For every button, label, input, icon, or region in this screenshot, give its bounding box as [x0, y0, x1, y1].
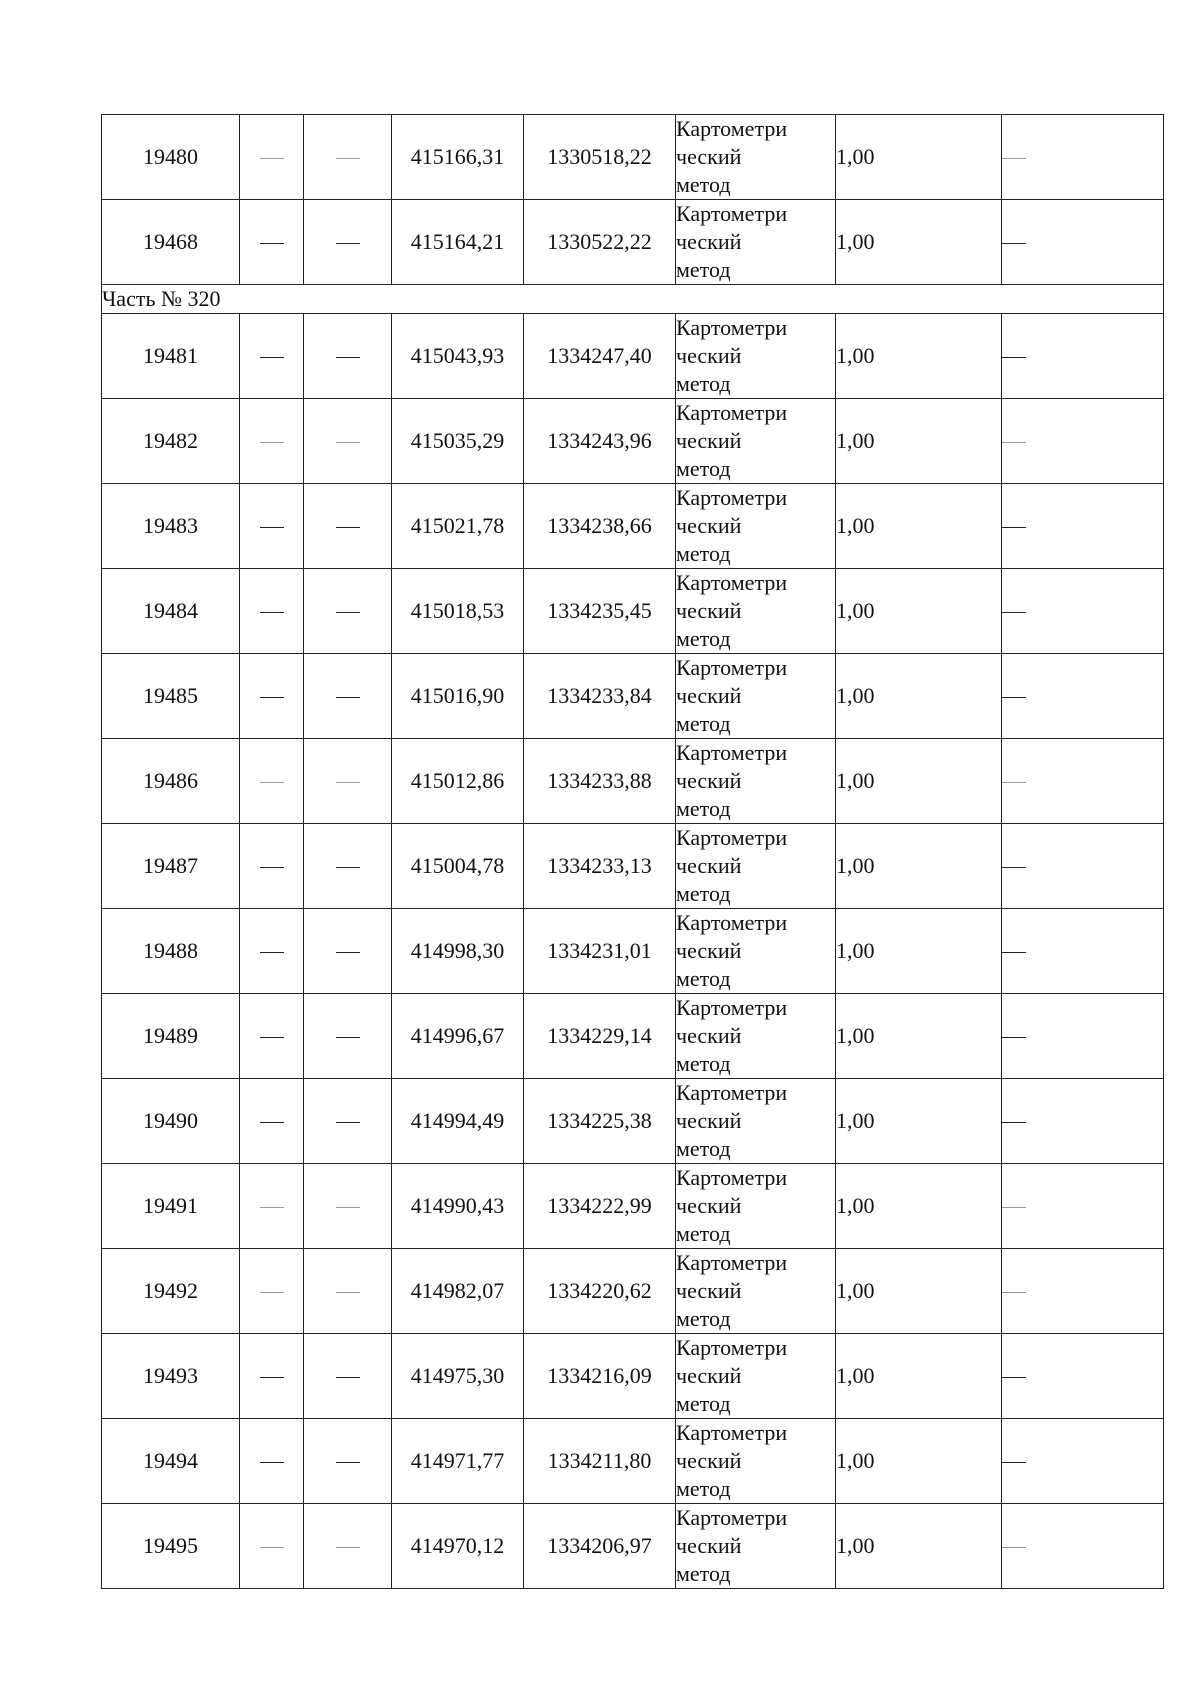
point-number-cell: 19482	[102, 399, 240, 484]
x-coordinate-cell: 414998,30	[392, 909, 524, 994]
empty-cell	[304, 994, 392, 1079]
method-text-line: Картометри	[676, 1165, 788, 1190]
method-text-line: Картометри	[676, 570, 788, 595]
dash-mark	[336, 782, 360, 783]
empty-cell	[1002, 739, 1164, 824]
dash-mark	[260, 243, 284, 244]
dash-mark	[260, 357, 284, 358]
method-text-line: метод	[676, 1306, 731, 1331]
empty-cell	[1002, 314, 1164, 399]
table-body	[102, 115, 1164, 1589]
method-cell	[676, 314, 836, 399]
y-coordinate-cell: 1334238,66	[524, 484, 676, 569]
method-text-line: ческий	[676, 343, 742, 368]
accuracy-cell: 1,00	[836, 1164, 1002, 1249]
empty-cell	[304, 739, 392, 824]
accuracy-cell: 1,00	[836, 1334, 1002, 1419]
table-row	[102, 569, 1164, 654]
empty-cell	[1002, 1334, 1164, 1419]
x-coordinate-cell: 414970,12	[392, 1504, 524, 1589]
y-coordinate-cell: 1334235,45	[524, 569, 676, 654]
method-text-line: Картометри	[676, 1335, 788, 1360]
table-row	[102, 1504, 1164, 1589]
x-coordinate-cell: 415166,31	[392, 115, 524, 200]
method-cell	[676, 1419, 836, 1504]
table-row	[102, 739, 1164, 824]
method-text-line: метод	[676, 172, 731, 197]
dash-mark	[336, 952, 360, 953]
method-cell	[676, 1079, 836, 1164]
accuracy-cell: 1,00	[836, 1079, 1002, 1164]
dash-mark	[1002, 1462, 1026, 1463]
empty-cell	[1002, 654, 1164, 739]
dash-mark	[260, 612, 284, 613]
table-row	[102, 200, 1164, 285]
empty-cell	[240, 994, 304, 1079]
method-text-line: Картометри	[676, 655, 788, 680]
dash-mark	[260, 867, 284, 868]
point-number-cell: 19490	[102, 1079, 240, 1164]
empty-cell	[304, 824, 392, 909]
method-text-line: метод	[676, 711, 731, 736]
empty-cell	[304, 399, 392, 484]
x-coordinate-cell: 415043,93	[392, 314, 524, 399]
x-coordinate-cell: 415018,53	[392, 569, 524, 654]
dash-mark	[1002, 243, 1026, 244]
dash-mark	[336, 158, 360, 159]
dash-mark	[1002, 1292, 1026, 1293]
method-text-line: ческий	[676, 1448, 742, 1473]
empty-cell	[240, 200, 304, 285]
method-cell	[676, 484, 836, 569]
x-coordinate-cell: 414996,67	[392, 994, 524, 1079]
method-text-line: ческий	[676, 768, 742, 793]
method-cell	[676, 1249, 836, 1334]
accuracy-cell: 1,00	[836, 1504, 1002, 1589]
point-number-cell: 19483	[102, 484, 240, 569]
method-text-line: ческий	[676, 1108, 742, 1133]
x-coordinate-cell: 414990,43	[392, 1164, 524, 1249]
empty-cell	[304, 1164, 392, 1249]
dash-mark	[336, 697, 360, 698]
accuracy-cell: 1,00	[836, 200, 1002, 285]
y-coordinate-cell: 1334211,80	[524, 1419, 676, 1504]
method-text-line: Картометри	[676, 315, 788, 340]
table-row	[102, 1419, 1164, 1504]
method-text-line: метод	[676, 456, 731, 481]
method-text-line: метод	[676, 1136, 731, 1161]
method-text-line: Картометри	[676, 910, 788, 935]
empty-cell	[240, 1079, 304, 1164]
method-text-line: Картометри	[676, 400, 788, 425]
method-text-line: ческий	[676, 1193, 742, 1218]
empty-cell	[304, 484, 392, 569]
accuracy-cell: 1,00	[836, 1249, 1002, 1334]
empty-cell	[240, 1334, 304, 1419]
dash-mark	[336, 1122, 360, 1123]
empty-cell	[240, 654, 304, 739]
empty-cell	[1002, 484, 1164, 569]
method-text-line: ческий	[676, 428, 742, 453]
empty-cell	[1002, 399, 1164, 484]
empty-cell	[1002, 1504, 1164, 1589]
empty-cell	[304, 200, 392, 285]
empty-cell	[240, 115, 304, 200]
dash-mark	[1002, 357, 1026, 358]
method-text-line: ческий	[676, 1023, 742, 1048]
method-text-line: Картометри	[676, 201, 788, 226]
method-text-line: Картометри	[676, 116, 788, 141]
empty-cell	[1002, 824, 1164, 909]
accuracy-cell: 1,00	[836, 739, 1002, 824]
empty-cell	[304, 1504, 392, 1589]
y-coordinate-cell: 1334225,38	[524, 1079, 676, 1164]
point-number-cell: 19486	[102, 739, 240, 824]
accuracy-cell: 1,00	[836, 909, 1002, 994]
accuracy-cell: 1,00	[836, 399, 1002, 484]
point-number-cell: 19480	[102, 115, 240, 200]
method-text-line: ческий	[676, 1278, 742, 1303]
method-text-line: Картометри	[676, 1420, 788, 1445]
empty-cell	[304, 1079, 392, 1164]
table-row	[102, 1249, 1164, 1334]
dash-mark	[1002, 867, 1026, 868]
method-text-line: ческий	[676, 853, 742, 878]
dash-mark	[336, 1207, 360, 1208]
empty-cell	[240, 1504, 304, 1589]
empty-cell	[304, 1334, 392, 1419]
method-cell	[676, 399, 836, 484]
point-number-cell: 19492	[102, 1249, 240, 1334]
method-text-line: метод	[676, 1391, 731, 1416]
empty-cell	[1002, 1079, 1164, 1164]
y-coordinate-cell: 1334206,97	[524, 1504, 676, 1589]
method-text-line: метод	[676, 626, 731, 651]
empty-cell	[240, 314, 304, 399]
dash-mark	[260, 952, 284, 953]
dash-mark	[336, 867, 360, 868]
empty-cell	[240, 1419, 304, 1504]
point-number-cell: 19491	[102, 1164, 240, 1249]
empty-cell	[240, 1249, 304, 1334]
method-cell	[676, 739, 836, 824]
empty-cell	[304, 115, 392, 200]
empty-cell	[240, 569, 304, 654]
empty-cell	[240, 484, 304, 569]
method-text-line: метод	[676, 1221, 731, 1246]
empty-cell	[240, 824, 304, 909]
empty-cell	[304, 1249, 392, 1334]
table-row	[102, 1164, 1164, 1249]
empty-cell	[1002, 200, 1164, 285]
table-row	[102, 824, 1164, 909]
dash-mark	[336, 527, 360, 528]
x-coordinate-cell: 414982,07	[392, 1249, 524, 1334]
table-row	[102, 399, 1164, 484]
point-number-cell: 19487	[102, 824, 240, 909]
y-coordinate-cell: 1334231,01	[524, 909, 676, 994]
dash-mark	[336, 243, 360, 244]
dash-mark	[260, 1122, 284, 1123]
table-row	[102, 994, 1164, 1079]
method-text-line: ческий	[676, 513, 742, 538]
x-coordinate-cell: 415035,29	[392, 399, 524, 484]
dash-mark	[260, 527, 284, 528]
point-number-cell: 19495	[102, 1504, 240, 1589]
accuracy-cell: 1,00	[836, 994, 1002, 1079]
empty-cell	[1002, 1164, 1164, 1249]
y-coordinate-cell: 1334243,96	[524, 399, 676, 484]
dash-mark	[336, 442, 360, 443]
dash-mark	[260, 1292, 284, 1293]
y-coordinate-cell: 1334233,13	[524, 824, 676, 909]
method-text-line: Картометри	[676, 1505, 788, 1530]
method-text-line: ческий	[676, 1533, 742, 1558]
accuracy-cell: 1,00	[836, 569, 1002, 654]
dash-mark	[336, 1292, 360, 1293]
dash-mark	[260, 1377, 284, 1378]
empty-cell	[1002, 909, 1164, 994]
table-row	[102, 484, 1164, 569]
empty-cell	[240, 909, 304, 994]
y-coordinate-cell: 1330522,22	[524, 200, 676, 285]
empty-cell	[304, 909, 392, 994]
point-number-cell: 19481	[102, 314, 240, 399]
empty-cell	[1002, 994, 1164, 1079]
method-cell	[676, 994, 836, 1079]
dash-mark	[260, 1462, 284, 1463]
point-number-cell: 19488	[102, 909, 240, 994]
accuracy-cell: 1,00	[836, 824, 1002, 909]
x-coordinate-cell: 414971,77	[392, 1419, 524, 1504]
method-text-line: ческий	[676, 598, 742, 623]
empty-cell	[1002, 115, 1164, 200]
empty-cell	[304, 1419, 392, 1504]
dash-mark	[1002, 1207, 1026, 1208]
method-text-line: Картометри	[676, 995, 788, 1020]
dash-mark	[260, 158, 284, 159]
dash-mark	[336, 1377, 360, 1378]
method-text-line: Картометри	[676, 1080, 788, 1105]
table-row	[102, 1079, 1164, 1164]
y-coordinate-cell: 1334222,99	[524, 1164, 676, 1249]
y-coordinate-cell: 1334233,84	[524, 654, 676, 739]
dash-mark	[260, 1207, 284, 1208]
method-cell	[676, 654, 836, 739]
method-cell	[676, 1334, 836, 1419]
method-text-line: ческий	[676, 1363, 742, 1388]
section-label: Часть № 320	[102, 285, 1164, 314]
dash-mark	[336, 1547, 360, 1548]
point-number-cell: 19494	[102, 1419, 240, 1504]
dash-mark	[336, 1037, 360, 1038]
method-cell	[676, 200, 836, 285]
y-coordinate-cell: 1334229,14	[524, 994, 676, 1079]
table-row	[102, 1334, 1164, 1419]
empty-cell	[304, 314, 392, 399]
method-text-line: метод	[676, 796, 731, 821]
method-cell	[676, 115, 836, 200]
empty-cell	[240, 399, 304, 484]
empty-cell	[1002, 569, 1164, 654]
dash-mark	[260, 1547, 284, 1548]
method-text-line: Картометри	[676, 825, 788, 850]
method-text-line: метод	[676, 1476, 731, 1501]
method-cell	[676, 569, 836, 654]
accuracy-cell: 1,00	[836, 314, 1002, 399]
method-text-line: метод	[676, 257, 731, 282]
dash-mark	[1002, 1122, 1026, 1123]
method-cell	[676, 909, 836, 994]
y-coordinate-cell: 1334247,40	[524, 314, 676, 399]
dash-mark	[1002, 612, 1026, 613]
dash-mark	[1002, 1377, 1026, 1378]
point-number-cell: 19484	[102, 569, 240, 654]
dash-mark	[1002, 158, 1026, 159]
method-text-line: метод	[676, 881, 731, 906]
method-text-line: ческий	[676, 229, 742, 254]
dash-mark	[336, 1462, 360, 1463]
x-coordinate-cell: 415012,86	[392, 739, 524, 824]
dash-mark	[1002, 527, 1026, 528]
section-header-row	[102, 285, 1164, 314]
dash-mark	[1002, 952, 1026, 953]
point-number-cell: 19489	[102, 994, 240, 1079]
x-coordinate-cell: 415016,90	[392, 654, 524, 739]
method-cell	[676, 824, 836, 909]
dash-mark	[1002, 1037, 1026, 1038]
dash-mark	[1002, 782, 1026, 783]
y-coordinate-cell: 1330518,22	[524, 115, 676, 200]
method-text-line: метод	[676, 1051, 731, 1076]
x-coordinate-cell: 414975,30	[392, 1334, 524, 1419]
method-cell	[676, 1164, 836, 1249]
table-row	[102, 314, 1164, 399]
y-coordinate-cell: 1334220,62	[524, 1249, 676, 1334]
method-text-line: метод	[676, 371, 731, 396]
method-text-line: метод	[676, 541, 731, 566]
method-text-line: ческий	[676, 144, 742, 169]
dash-mark	[336, 357, 360, 358]
method-cell	[676, 1504, 836, 1589]
dash-mark	[1002, 697, 1026, 698]
y-coordinate-cell: 1334216,09	[524, 1334, 676, 1419]
empty-cell	[240, 739, 304, 824]
empty-cell	[304, 654, 392, 739]
dash-mark	[260, 1037, 284, 1038]
method-text-line: метод	[676, 966, 731, 991]
empty-cell	[240, 1164, 304, 1249]
dash-mark	[1002, 442, 1026, 443]
method-text-line: ческий	[676, 938, 742, 963]
method-text-line: ческий	[676, 683, 742, 708]
dash-mark	[260, 782, 284, 783]
method-text-line: Картометри	[676, 1250, 788, 1275]
method-text-line: метод	[676, 1561, 731, 1586]
x-coordinate-cell: 415021,78	[392, 484, 524, 569]
accuracy-cell: 1,00	[836, 484, 1002, 569]
dash-mark	[260, 697, 284, 698]
coordinates-table	[101, 114, 1164, 1589]
point-number-cell: 19485	[102, 654, 240, 739]
x-coordinate-cell: 415004,78	[392, 824, 524, 909]
x-coordinate-cell: 414994,49	[392, 1079, 524, 1164]
table-row	[102, 654, 1164, 739]
dash-mark	[1002, 1547, 1026, 1548]
point-number-cell: 19493	[102, 1334, 240, 1419]
method-text-line: Картометри	[676, 740, 788, 765]
accuracy-cell: 1,00	[836, 1419, 1002, 1504]
dash-mark	[336, 612, 360, 613]
accuracy-cell: 1,00	[836, 654, 1002, 739]
table-row	[102, 115, 1164, 200]
accuracy-cell: 1,00	[836, 115, 1002, 200]
dash-mark	[260, 442, 284, 443]
table-row	[102, 909, 1164, 994]
y-coordinate-cell: 1334233,88	[524, 739, 676, 824]
empty-cell	[1002, 1419, 1164, 1504]
point-number-cell: 19468	[102, 200, 240, 285]
empty-cell	[304, 569, 392, 654]
x-coordinate-cell: 415164,21	[392, 200, 524, 285]
method-text-line: Картометри	[676, 485, 788, 510]
empty-cell	[1002, 1249, 1164, 1334]
